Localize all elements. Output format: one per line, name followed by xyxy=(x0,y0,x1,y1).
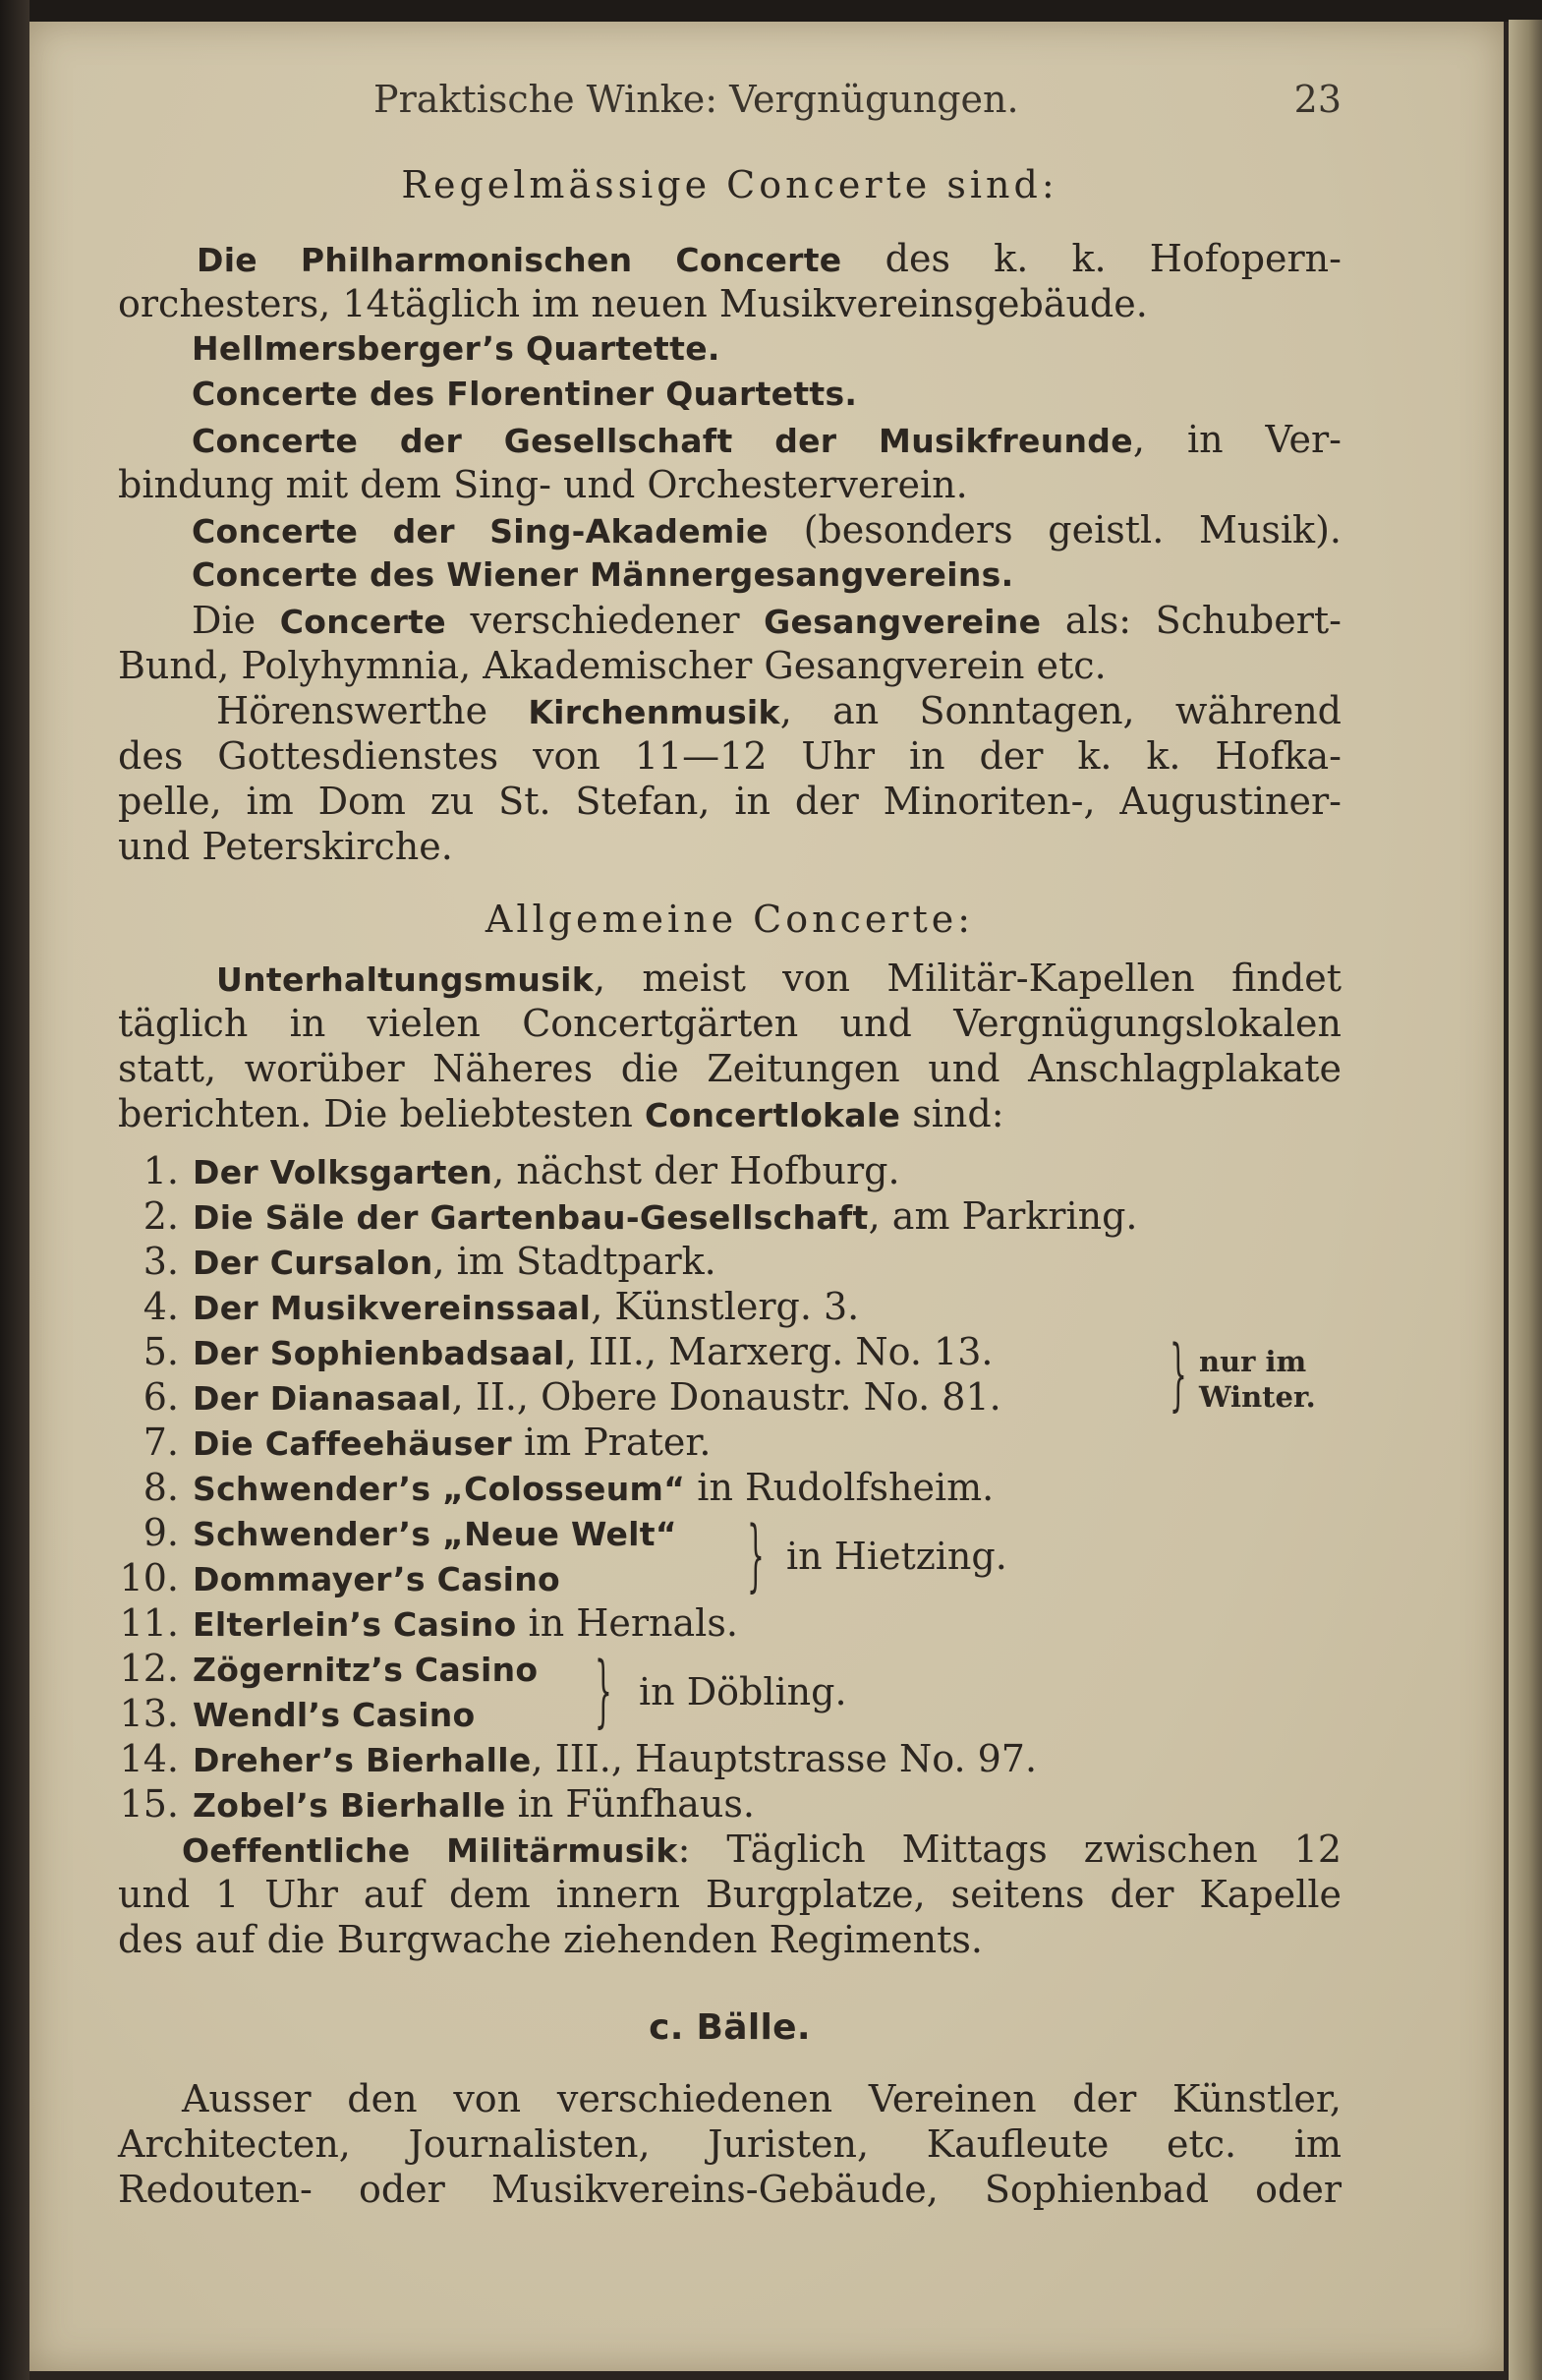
text-line: des Gottesdienstes von 11—12 Uhr in der k. k. Hofka- xyxy=(118,734,1342,778)
text-line: Architecten, Journalisten, Juristen, Kaufleute etc. im xyxy=(118,2122,1342,2166)
text-line: Hellmersberger’s Quartette. xyxy=(192,329,720,368)
text-line: statt, worüber Näheres die Zeitungen und Anschlagplakate xyxy=(118,1047,1342,1090)
text-line: Ausser den von verschiedenen Vereinen der Künstler, xyxy=(182,2077,1342,2120)
text-line: berichten. Die beliebtesten Concertlokale sind: xyxy=(118,1092,1004,1135)
text-line: Oeffentliche Militärmusik: Täglich Mittags zwischen 12 xyxy=(182,1828,1342,1871)
list-item: 11. Elterlein’s Casino in Hernals. xyxy=(119,1601,738,1645)
text-line: und 1 Uhr auf dem innern Burgplatze, seitens der Kapelle xyxy=(118,1873,1342,1916)
brace-note: Winter. xyxy=(1199,1380,1316,1414)
text-line: Concerte der Gesellschaft der Musikfreunde, in Ver- xyxy=(192,418,1342,461)
text-line: Concerte der Sing-Akademie (besonders geistl. Musik). xyxy=(192,508,1342,551)
text-line: des auf die Burgwache ziehenden Regiments. xyxy=(118,1918,983,1961)
list-item: 4. Der Musikvereinssaal, Künstlerg. 3. xyxy=(143,1285,860,1328)
list-item: 10. Dommayer’s Casino xyxy=(119,1556,561,1599)
list-item: 8. Schwender’s „Colosseum“ in Rudolfsheim. xyxy=(143,1466,995,1509)
list-item: 9. Schwender’s „Neue Welt“ xyxy=(143,1511,677,1554)
list-item: 13. Wendl’s Casino xyxy=(119,1692,476,1735)
brace-note: in Döbling. xyxy=(639,1670,847,1713)
list-item: 2. Die Säle der Gartenbau-Gesellschaft, am Parkring. xyxy=(143,1194,1138,1238)
text-line: pelle, im Dom zu St. Stefan, in der Minoriten-, Augustiner- xyxy=(118,780,1342,823)
text-line: Concerte des Florentiner Quartetts. xyxy=(192,375,858,413)
list-item: 5. Der Sophienbadsaal, III., Marxerg. No. 13. xyxy=(143,1330,994,1373)
text-line: Bund, Polyhymnia, Akademischer Gesangverein etc. xyxy=(118,644,1107,687)
list-item: 15. Zobel’s Bierhalle in Fünfhaus. xyxy=(119,1782,755,1826)
list-item: 12. Zögernitz’s Casino xyxy=(119,1647,539,1690)
list-item: 3. Der Cursalon, im Stadtpark. xyxy=(143,1240,716,1283)
text-line: Die Concerte verschiedener Gesangvereine als: Schubert- xyxy=(192,599,1342,642)
page-number: 23 xyxy=(1293,78,1342,121)
text-line: Concerte des Wiener Männergesangvereins. xyxy=(192,555,1014,594)
running-title: Praktische Winke: Vergnügungen. xyxy=(373,78,1019,121)
book-top-edge xyxy=(0,0,1542,22)
text-line: Die Philharmonischen Concerte des k. k. Hofopern- xyxy=(197,237,1342,280)
section-heading-regular: Regelmässige Concerte sind: xyxy=(401,163,1058,206)
list-item: 1. Der Volksgarten, nächst der Hofburg. xyxy=(143,1149,900,1192)
brace: } xyxy=(747,1509,765,1600)
text-line: und Peterskirche. xyxy=(118,825,453,868)
list-item: 6. Der Dianasaal, II., Obere Donaustr. No. 81. xyxy=(143,1375,1001,1419)
text-line: Redouten- oder Musikvereins-Gebäude, Sophienbad oder xyxy=(118,2168,1342,2211)
list-item: 14. Dreher’s Bierhalle, III., Hauptstrasse No. 97. xyxy=(119,1737,1038,1780)
section-heading-general: Allgemeine Concerte: xyxy=(485,898,975,941)
text-line: Unterhaltungsmusik, meist von Militär-Kapellen findet xyxy=(216,957,1342,1000)
page-edge xyxy=(1509,20,1542,2380)
brace-note: in Hietzing. xyxy=(786,1535,1007,1578)
text-line: bindung mit dem Sing- und Orchesterverein. xyxy=(118,463,968,506)
text-line: täglich in vielen Concertgärten und Vergnügungslokalen xyxy=(118,1002,1342,1045)
brace: } xyxy=(595,1645,612,1736)
section-heading-balls: c. Bälle. xyxy=(649,2007,811,2048)
text-line: Hörenswerthe Kirchenmusik, an Sonntagen, während xyxy=(216,689,1342,732)
text-line: orchesters, 14täglich im neuen Musikvereinsgebäude. xyxy=(118,282,1148,325)
book-gutter xyxy=(0,0,29,2380)
brace-note: nur im xyxy=(1199,1345,1307,1378)
brace: } xyxy=(1170,1328,1187,1420)
list-item: 7. Die Caffeehäuser im Prater. xyxy=(143,1421,712,1464)
